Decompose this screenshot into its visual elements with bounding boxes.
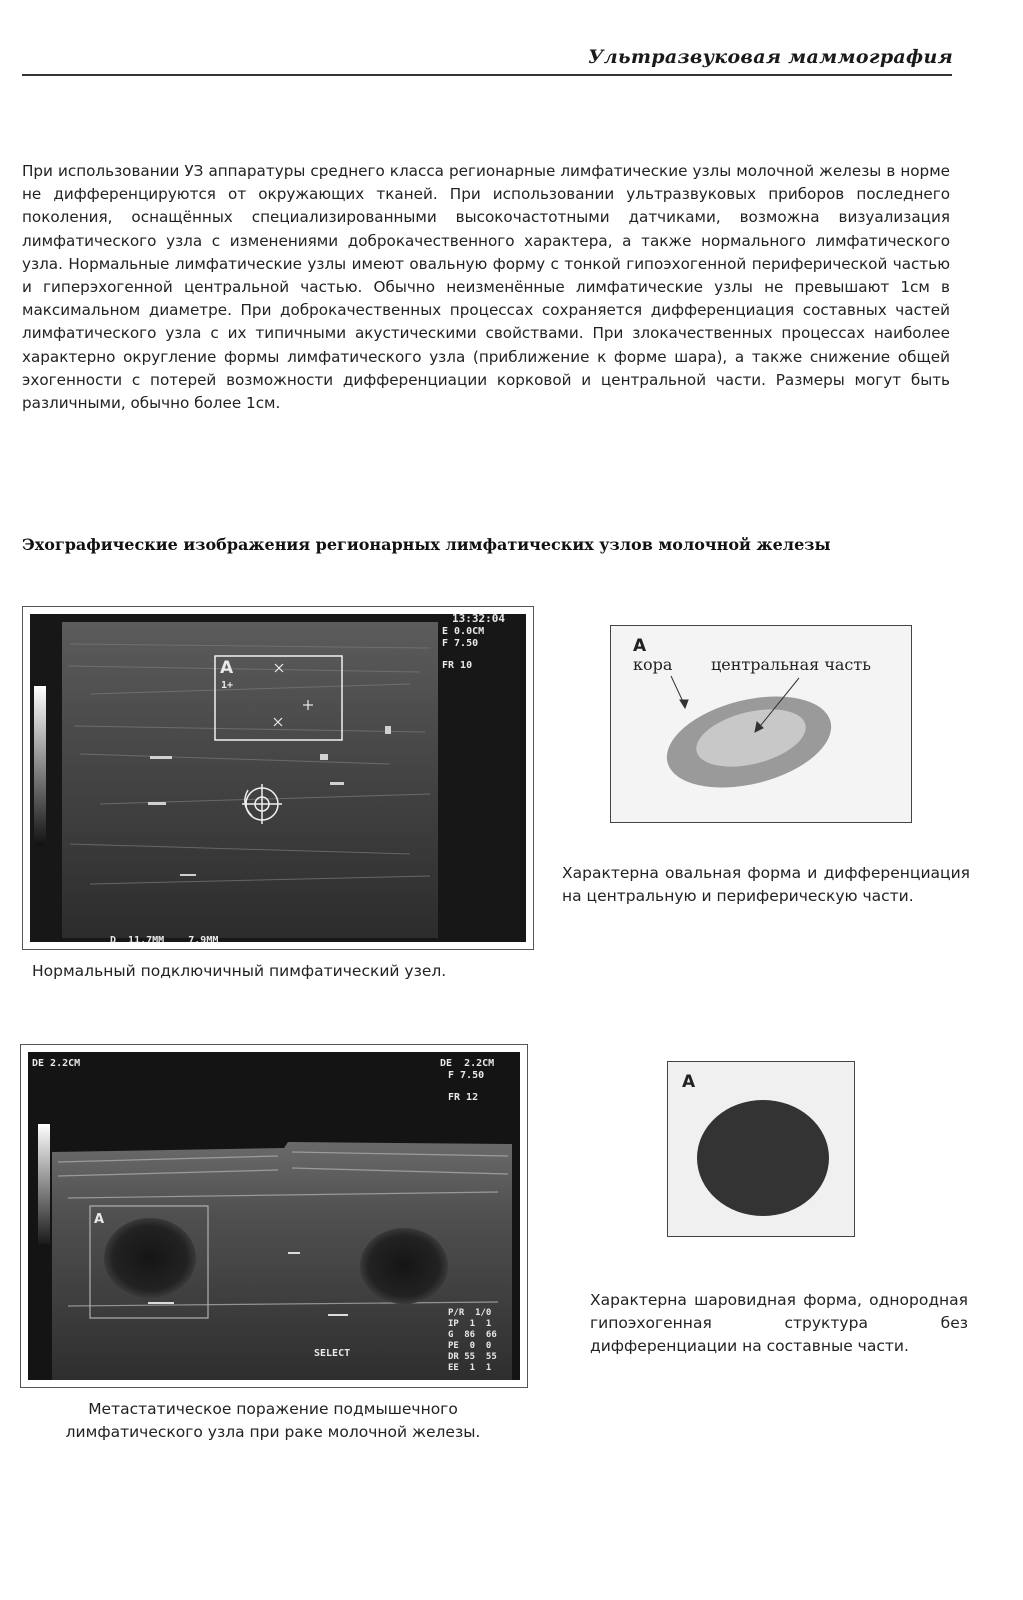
label-cortex: кора xyxy=(633,655,673,674)
overlay-frame-rate-2: FR 12 xyxy=(448,1092,479,1103)
ultrasound-figure-2 xyxy=(20,1044,528,1388)
schema-2 xyxy=(667,1061,855,1237)
overlay-param-4: DR 55 55 xyxy=(448,1352,497,1362)
schema-2-caption: Характерна шаровидная форма, однородная гипоэхогенная структура без дифференциации на составные части. xyxy=(590,1291,968,1355)
schema-1-caption: Характерна овальная форма и дифференциация на центральную и периферическую части. xyxy=(562,864,970,905)
overlay-param-3: PE 0 0 xyxy=(448,1341,492,1351)
overlay-frame-rate: FR 10 xyxy=(442,660,473,671)
overlay-depth-right: DE 2.2CM xyxy=(440,1058,495,1069)
header-rule xyxy=(22,74,952,76)
overlay-measurement: D 11.7MM 7.9MM xyxy=(110,935,219,942)
overlay-param-0: P/R 1/0 xyxy=(448,1308,492,1318)
running-header-title: Ультразвуковая маммография xyxy=(588,46,953,68)
section-heading: Эхографические изображения регионарных лимфатических узлов молочной железы xyxy=(22,535,831,554)
schema-2-label-a: A xyxy=(682,1072,696,1092)
overlay-frequency: F 7.50 xyxy=(442,638,479,649)
ultrasound-figure-1 xyxy=(22,606,534,950)
overlay-clock: 13:32:04 xyxy=(452,614,505,625)
round-node-diagram xyxy=(668,1062,854,1236)
overlay-depth-left: DE 2.2CM xyxy=(32,1058,81,1069)
overlay-label-a-2: A xyxy=(94,1212,105,1227)
body-paragraph: При использовании УЗ аппаратуры среднего класса регионарные лимфатические узлы молочной железы в норме не дифференцируются от окружающих тканей. При использовании ультразвуковых приборов последнего поколения, оснащённых специализированными высокочастотными датчиками, возможна визуализация лимфатического узла с изменениями доброкачественного характера, а также нормального лимфатического узла. Нормальные лимфатические узлы имеют овальную форму с тонкой гипоэхогенной периферической частью и гиперэхогенной центральной частью. Обычно неизменённые лимфатические узлы не превышают 1см в максимальном диаметре. При доброкачественных процессах сохраняется дифференциация составных частей лимфатического узла с их типичными акустическими свойствами. При злокачественных процессах наиболее характерно округление формы лимфатического узла (приближение к форме шара), а также снижение общей эхогенности с потерей возможности дифференциации корковой и центральной части. Размеры могут быть различными, обычно более 1см. xyxy=(22,162,950,413)
figure-1-caption: Нормальный подключичный пимфатический узел. xyxy=(32,962,447,980)
schema-1-label-a: A xyxy=(633,636,647,656)
round-node xyxy=(697,1100,829,1216)
overlay-param-1: IP 1 1 xyxy=(448,1319,492,1329)
ultrasound-image-1 xyxy=(30,614,526,942)
label-central-part: центральная часть xyxy=(711,655,871,674)
figure-2-caption: Метастатическое поражение подмышечного лимфатического узла при раке молочной железы. xyxy=(65,1400,481,1441)
overlay-param-2: G 86 66 xyxy=(448,1330,497,1340)
overlay-depth: E 0.0CM xyxy=(442,626,485,637)
overlay-select: SELECT xyxy=(314,1348,351,1359)
overlay-label-a: A xyxy=(220,658,234,678)
overlay-marker: 1+ xyxy=(221,680,234,691)
overlay-frequency-2: F 7.50 xyxy=(448,1070,485,1081)
overlay-param-5: EE 1 1 xyxy=(448,1363,492,1373)
ultrasound-image-2 xyxy=(28,1052,520,1380)
schema-1 xyxy=(610,625,912,823)
